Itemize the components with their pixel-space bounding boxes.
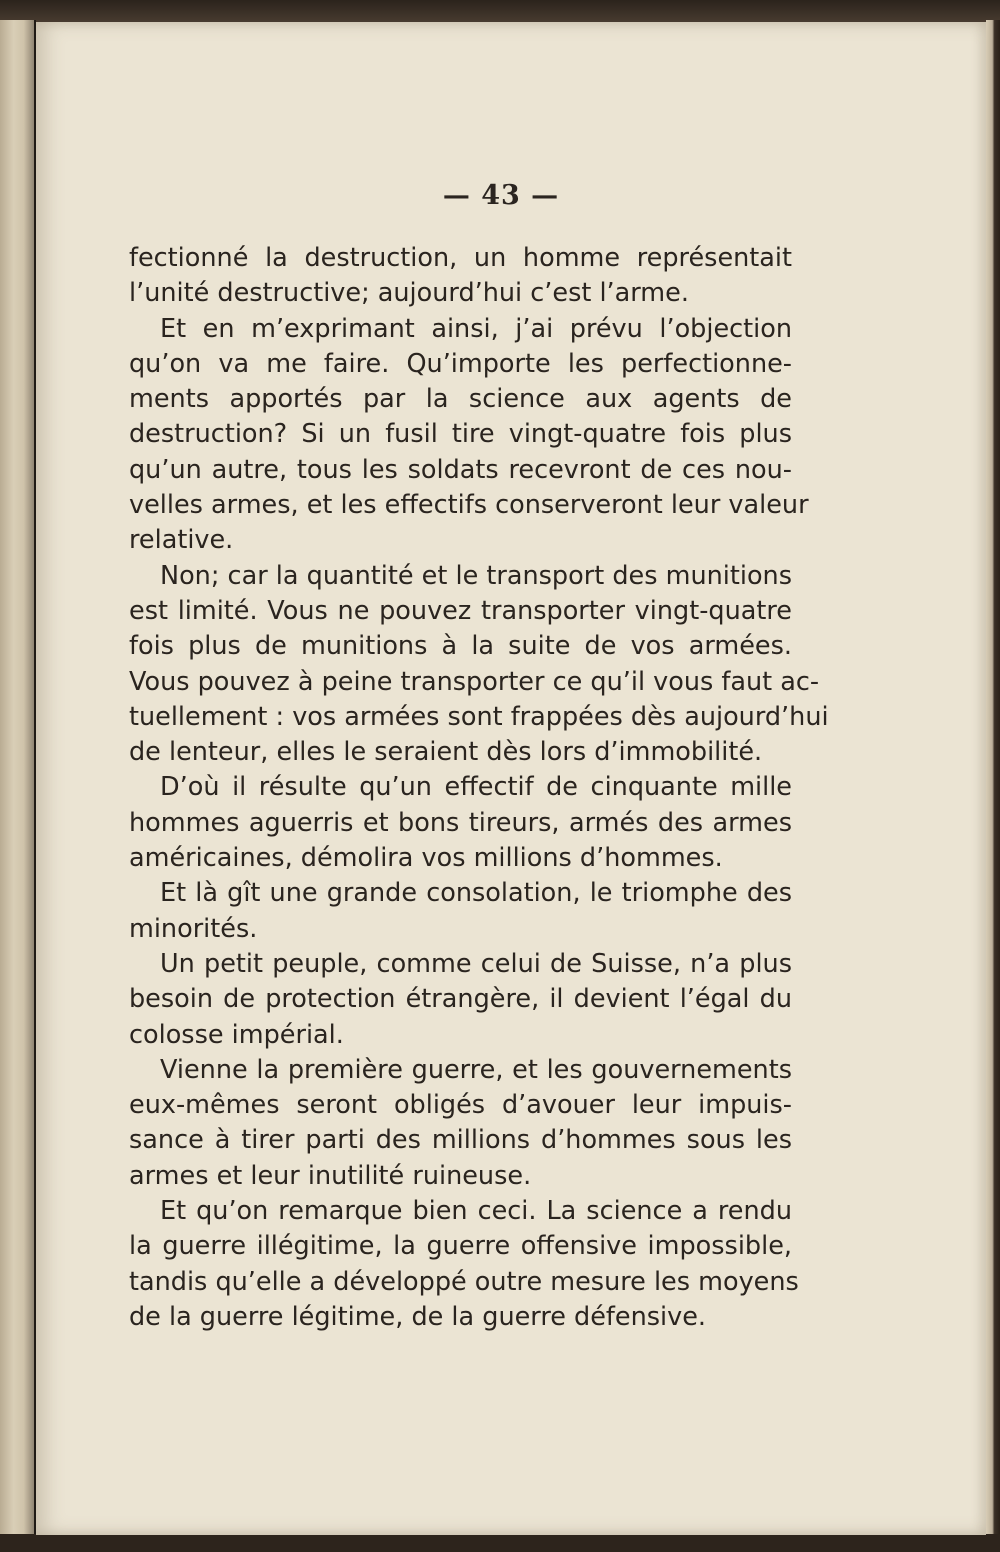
text-line: destruction? Si un fusil tire vingt-quatre fois plus (129, 419, 792, 450)
text-line: armes et leur inutilité ruineuse. (129, 1160, 532, 1191)
book-right-edge (986, 20, 1000, 1535)
text-line: minorités. (129, 913, 258, 944)
text-line: qu’un autre, tous les soldats recevront de ces nou- (129, 454, 792, 485)
text-line: la guerre illégitime, la guerre offensive impossible, (129, 1231, 792, 1262)
text-line: velles armes, et les effectifs conserveront leur valeur (129, 490, 809, 521)
text-line: américaines, démolira vos millions d’hommes. (129, 843, 723, 874)
book-left-edge (0, 20, 36, 1535)
text-line: de la guerre légitime, de la guerre défensive. (129, 1301, 706, 1332)
text-line: Vous pouvez à peine transporter ce qu’il vous faut ac- (129, 666, 820, 697)
scan-bottom-border (0, 1534, 1000, 1552)
text-line: est limité. Vous ne pouvez transporter vingt-quatre (129, 595, 792, 626)
text-line: besoin de protection étrangère, il devient l’égal du (129, 984, 792, 1015)
text-line: Et là gît une grande consolation, le triomphe des (160, 878, 792, 909)
text-line: qu’on va me faire. Qu’importe les perfectionne- (129, 348, 792, 379)
text-line: fois plus de munitions à la suite de vos armées. (129, 631, 792, 662)
text-line: hommes aguerris et bons tireurs, armés des armes (129, 807, 792, 838)
text-line: tandis qu’elle a développé outre mesure les moyens (129, 1266, 799, 1297)
text-line: tuellement : vos armées sont frappées dès aujourd’hui (129, 701, 829, 732)
text-line: l’unité destructive; aujourd’hui c’est l’arme. (129, 278, 689, 309)
text-line: Et qu’on remarque bien ceci. La science a rendu (160, 1196, 792, 1227)
text-line: Non; car la quantité et le transport des munitions (160, 560, 792, 591)
text-line: ments apportés par la science aux agents de (129, 384, 792, 415)
scan-top-border (0, 0, 1000, 24)
text-line: relative. (129, 525, 234, 556)
text-line: de lenteur, elles le seraient dès lors d’immobilité. (129, 737, 763, 768)
text-line: fectionné la destruction, un homme représentait (129, 243, 792, 273)
text-line: Et en m’exprimant ainsi, j’ai prévu l’objection (160, 313, 792, 344)
text-line: D’où il résulte qu’un effectif de cinquante mille (160, 772, 792, 803)
text-line: Vienne la première guerre, et les gouvernements (160, 1054, 792, 1085)
text-line: sance à tirer parti des millions d’hommes sous les (129, 1125, 792, 1156)
page-sheet (36, 22, 986, 1535)
page-number: — 43 — (442, 180, 560, 211)
text-line: colosse impérial. (129, 1019, 344, 1050)
body-text (129, 241, 829, 1335)
text-line: eux-mêmes seront obligés d’avouer leur impuis- (129, 1090, 792, 1121)
text-line: Un petit peuple, comme celui de Suisse, n’a plus (160, 948, 792, 979)
